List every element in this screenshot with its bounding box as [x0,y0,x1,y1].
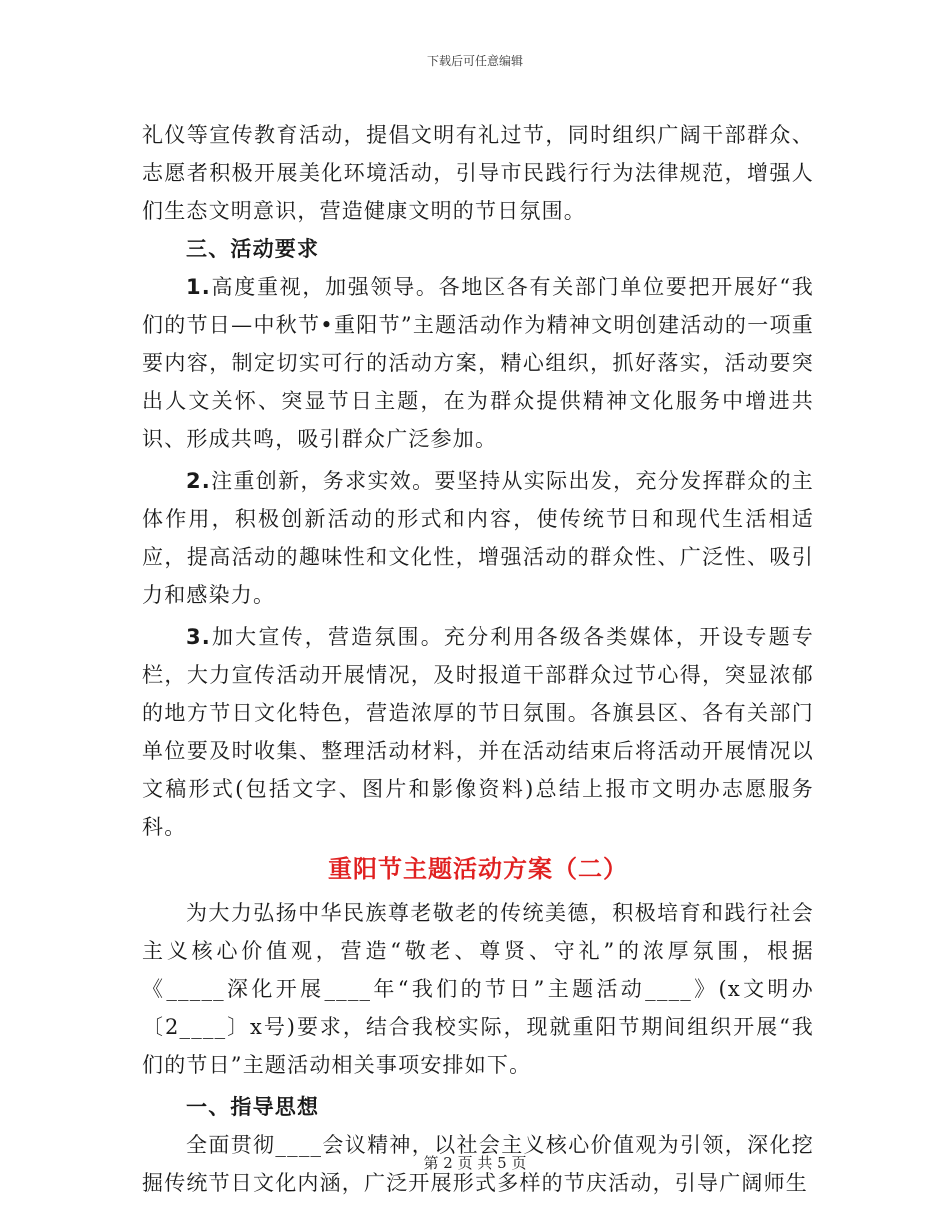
intro-paragraph: 为大力弘扬中华民族尊老敬老的传统美德，积极培育和践行社会主义核心价值观，营造“敬老、尊贤、守礼”的浓厚氛围，根据《_____深化开展____年“我们的节日”主题活动____》(x文明办〔2____〕x号)要求，结合我校实际，现就重阳节期间组织开展“我们的节日”主题活动相关事项安排如下。 [142,901,814,1077]
requirement-item-3 [142,618,814,846]
item-number: 1. [186,275,211,299]
page-footer: 第 2 页 共 5 页 [423,1154,527,1172]
item-number: 3. [186,625,211,649]
item-text: 高度重视，加强领导。各地区各有关部门单位要把开展好“我们的节日—中秋节•重阳节”主题活动作为精神文明创建活动的一项重要内容，制定切实可行的活动方案，精心组织，抓好落实，活动要突出人文关怀、突显节日主题，在为群众提供精神文化服务中增进共识、形成共鸣，吸引群众广泛参加。 [142,275,814,451]
requirement-item-2 [142,462,814,614]
requirement-item-1 [142,268,814,458]
item-number: 2. [186,469,211,493]
guiding-thought-paragraph: 全面贯彻____会议精神，以社会主义核心价值观为引领，深化挖掘传统节日文化内涵，广泛开展形式多样的节庆活动，引导广阔师生 [142,1133,814,1195]
paragraph-continued: 礼仪等宣传教育活动，提倡文明有礼过节，同时组织广阔干部群众、志愿者积极开展美化环境活动，引导市民践行行为法律规范，增强人们生态文明意识，营造健康文明的节日氛围。 [142,123,814,223]
document-title-2: 重阳节主题活动方案（二） [328,855,628,883]
document-body [142,116,814,1202]
section-heading-guiding-thought: 一、指导思想 [186,1095,320,1119]
section-heading-requirements: 三、活动要求 [186,237,320,261]
page-header: 下载后可任意编辑 [426,54,523,68]
item-text: 注重创新，务求实效。要坚持从实际出发，充分发挥群众的主体作用，积极创新活动的形式和内容，使传统节日和现代生活相适应，提高活动的趣味性和文化性，增强活动的群众性、广泛性、吸引力和感染力。 [142,469,814,607]
item-text: 加大宣传，营造氛围。充分利用各级各类媒体，开设专题专栏，大力宣传活动开展情况，及时报道干部群众过节心得，突显浓郁的地方节日文化特色，营造浓厚的节日氛围。各旗县区、各有关部门单位要及时收集、整理活动材料，并在活动结束后将活动开展情况以文稿形式(包括文字、图片和影像资料)总结上报市文明办志愿服务科。 [142,625,814,839]
